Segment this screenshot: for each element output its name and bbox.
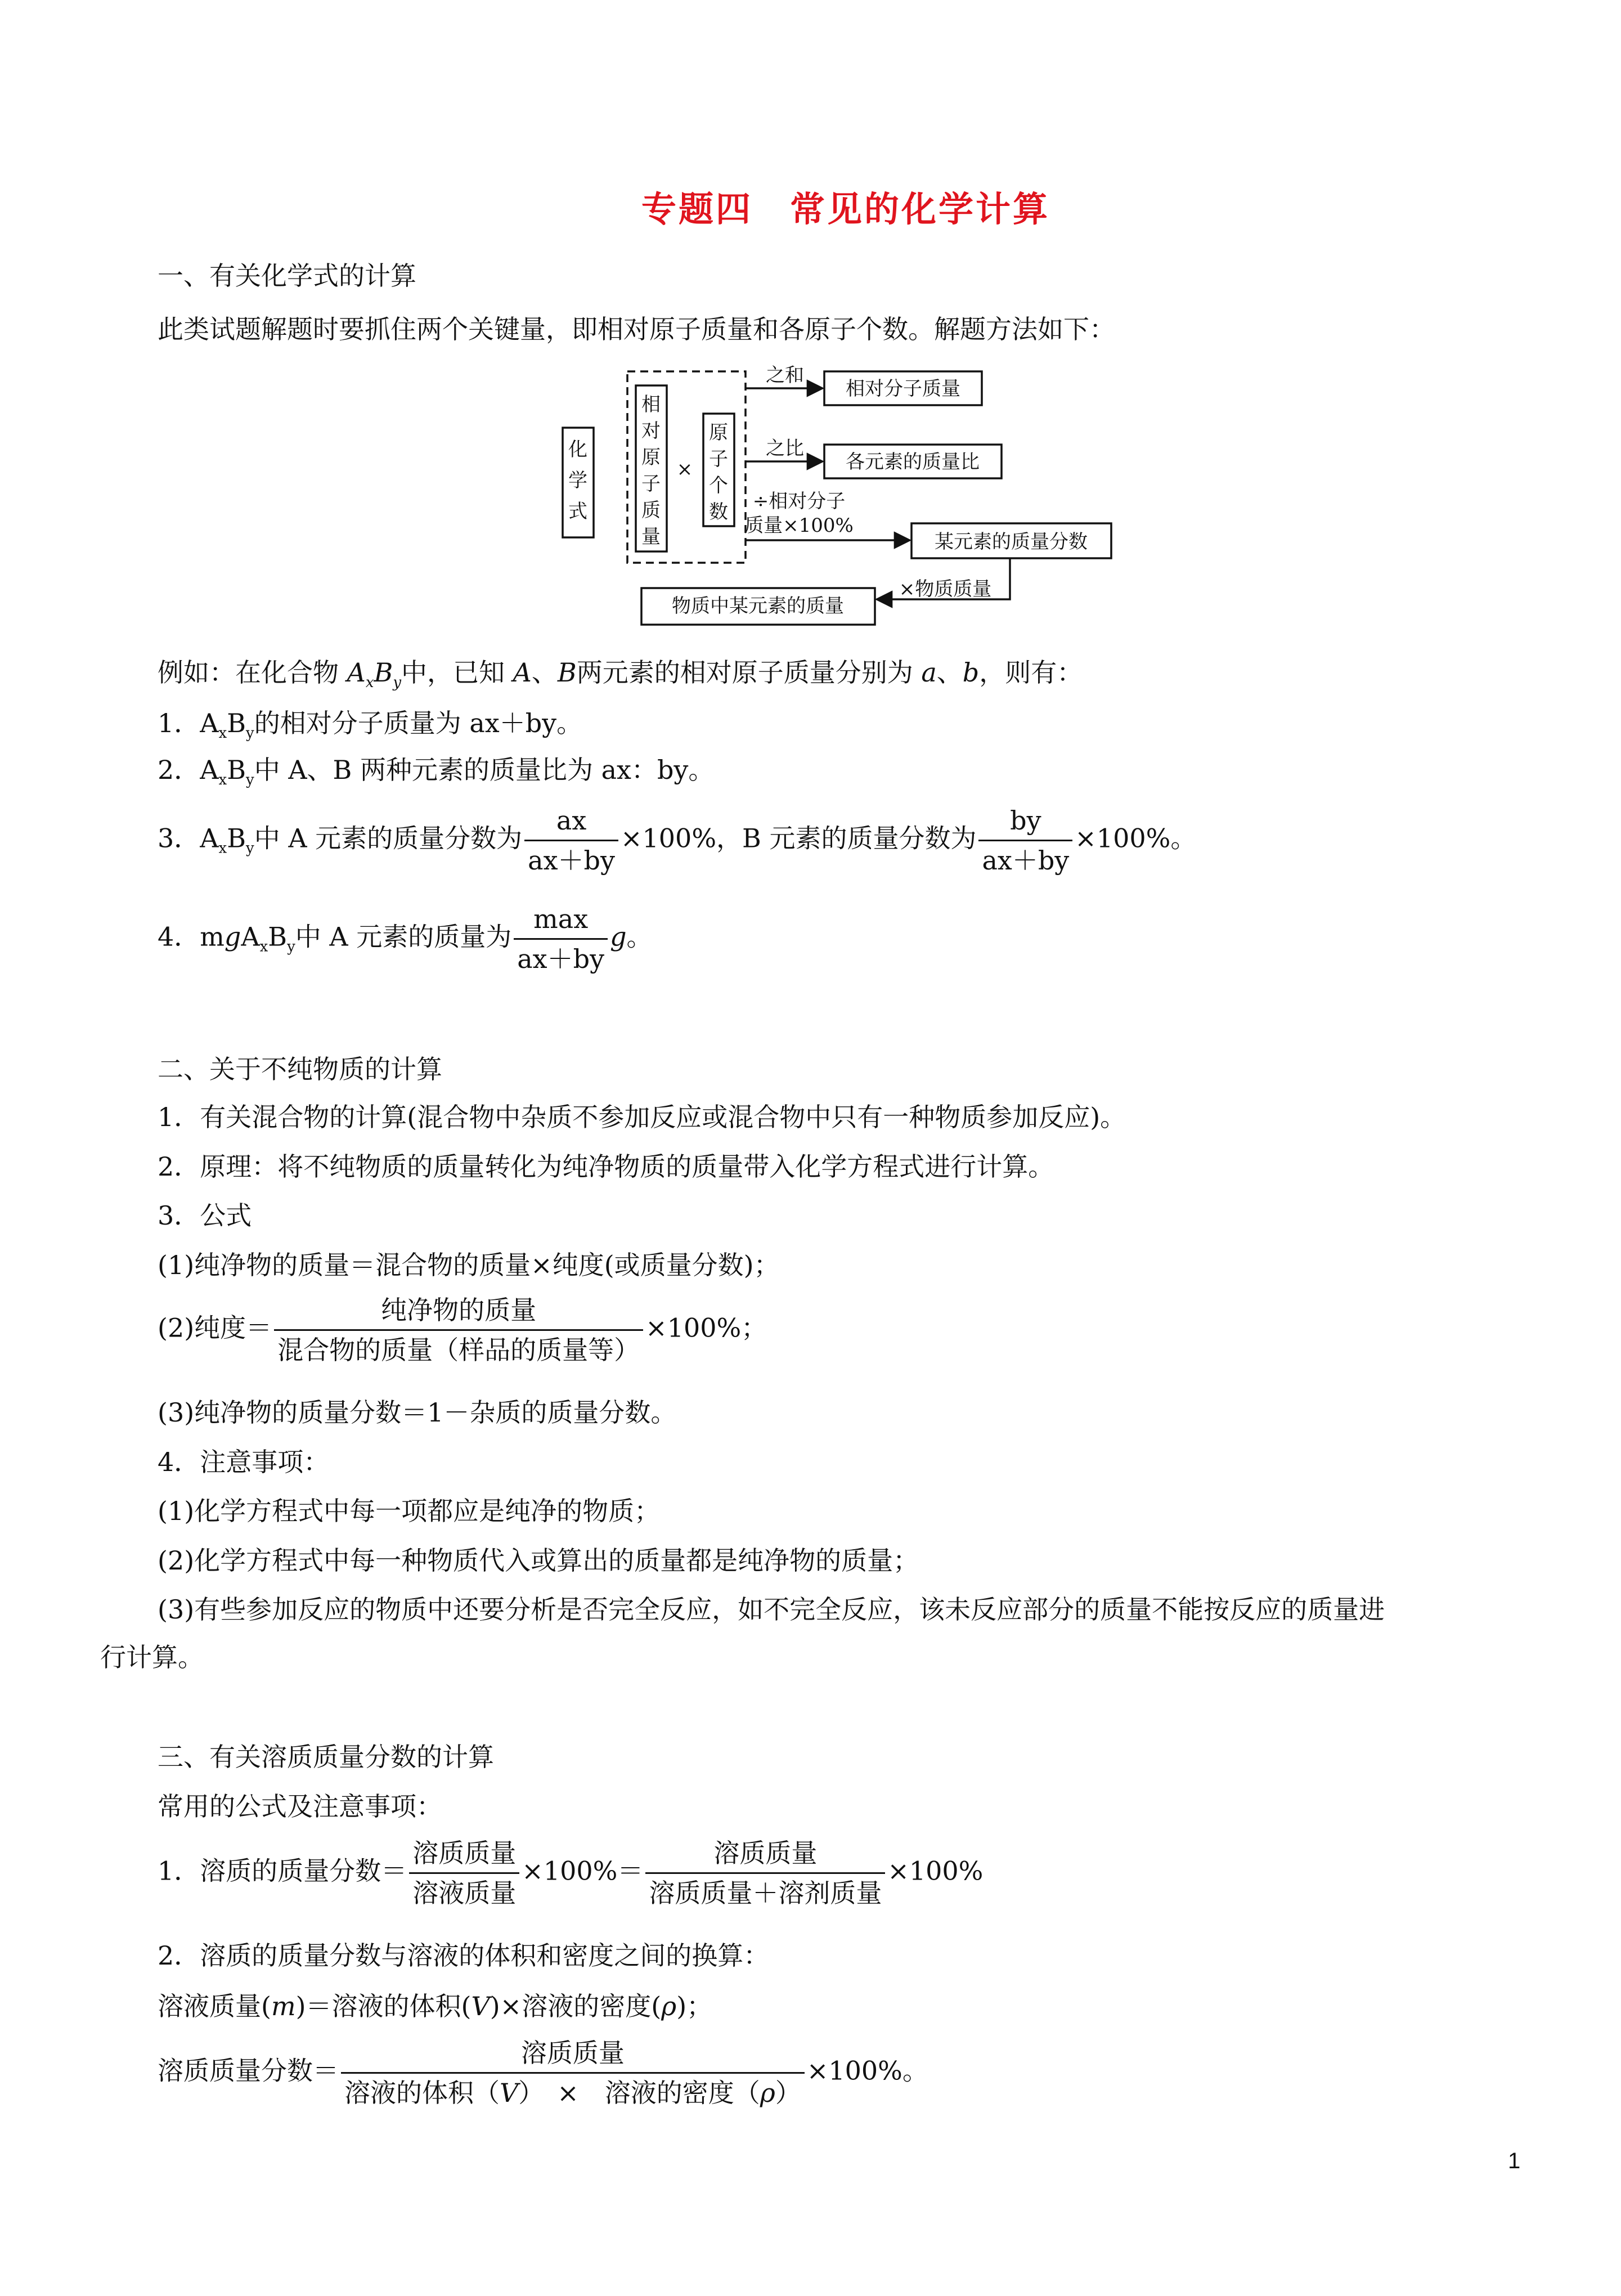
count-char-2: 子	[709, 448, 728, 470]
conversion-heading: 2．溶质的质量分数与溶液的体积和密度之间的换算：	[158, 1940, 770, 1971]
calculation-flow-diagram	[551, 360, 1125, 630]
impure-item-4: 4．注意事项：	[158, 1447, 330, 1477]
rule-3: 3．$A_xB_y$中 A 元素的质量分数为 $\frac{ax}{ax+by}$ ×100%，B 元素的质量分数为 $\frac{by}{ax+by}$ ×100%。	[158, 805, 1197, 876]
count-char-3: 个	[709, 474, 728, 497]
element-mass-label: 物质中某元素的质量	[672, 595, 844, 617]
purity-fraction: $\frac{\text{纯净物的质量}}{\text{混合物的质量（样品的质量等）}}$	[274, 1294, 643, 1366]
solute-density-fraction: $\frac{\text{溶质质量}}{\text{溶液的体积（V） × 溶液的密度（ρ）}}$	[341, 2037, 805, 2109]
note-2: (2)化学方程式中每一种物质代入或算出的质量都是纯净物的质量；	[158, 1545, 919, 1576]
note-3-line-1: (3)有些参加反应的物质中还要分析是否完全反应，如不完全反应，该未反应部分的质量不能按反应的质量进	[158, 1594, 1385, 1625]
formula-char-1: 化	[568, 438, 587, 461]
page-number: 1	[1508, 2149, 1521, 2173]
solute-formula-1: 1．溶质的质量分数＝ $\frac{\text{溶质质量}}{\text{溶液质量}}$ ×100%＝ $\frac{\text{溶质质量}}{\text{溶质质量＋溶剂质量}}$ ×100%	[158, 1838, 984, 1908]
solution-mass-formula: 溶液质量(m)＝溶液的体积(V)×溶液的密度(ρ)；	[158, 1991, 713, 2021]
rel-mass-char-2: 对	[641, 420, 661, 442]
formula-char-3: 式	[568, 500, 587, 523]
impure-item-1: 1．有关混合物的计算(混合物中杂质不参加反应或混合物中只有一种物质参加反应)。	[158, 1102, 1126, 1132]
molecular-mass-label: 相对分子质量	[846, 378, 960, 400]
rel-mass-char-5: 质	[641, 499, 661, 522]
sum-label: 之和	[766, 364, 804, 387]
section-3-intro: 常用的公式及注意事项：	[158, 1791, 442, 1822]
fraction-a: $\frac{ax}{ax+by}$	[524, 805, 618, 876]
note-3-line-2: 行计算。	[100, 1642, 204, 1672]
element-b: B	[374, 657, 393, 688]
mass-fraction-label: 某元素的质量分数	[935, 531, 1088, 553]
section-heading-2: 二、关于不纯物质的计算	[158, 1054, 442, 1084]
page-title: 专题四 常见的化学计算	[641, 189, 1050, 230]
formula-1: (1)纯净物的质量＝混合物的质量×纯度(或质量分数)；	[158, 1250, 780, 1280]
solute-fraction-1: $\frac{\text{溶质质量}}{\text{溶液质量}}$	[409, 1837, 519, 1909]
section-heading-1: 一、有关化学式的计算	[158, 261, 416, 291]
fraction-b: $\frac{by}{ax+by}$	[978, 805, 1072, 876]
rel-mass-char-1: 相	[641, 393, 661, 416]
count-char-1: 原	[709, 421, 728, 444]
count-char-4: 数	[709, 501, 728, 523]
section-heading-3: 三、有关溶质质量分数的计算	[158, 1742, 494, 1772]
rule-4: 4．$mgA_xB_y$中 A 元素的质量为 $\frac{\max}{ax+by}$ g。	[158, 904, 653, 974]
formula-2: (2)纯度＝ $\frac{\text{纯净物的质量}}{\text{混合物的质量（样品的质量等）}}$ ×100%；	[158, 1295, 767, 1365]
rel-mass-char-6: 量	[641, 526, 661, 548]
impure-item-2: 2．原理：将不纯物质的质量转化为纯净物质的质量带入化学方程式进行计算。	[158, 1151, 1054, 1182]
formula-3: (3)纯净物的质量分数＝1－杂质的质量分数。	[158, 1397, 677, 1428]
rel-mass-char-4: 子	[641, 473, 661, 495]
multiply-mass-label: ×物质质量	[899, 578, 992, 600]
example-line: 例如：在化合物 $A_xB_y$中，已知 A、B两元素的相对原子质量分别为 a、b，则有：	[158, 657, 1083, 692]
impure-item-3: 3．公式	[158, 1200, 252, 1231]
times-sign: ×	[676, 458, 693, 481]
fraction-mass: $\frac{\max}{ax+by}$	[514, 903, 608, 975]
divide-label-1: ÷相对分子	[752, 490, 846, 513]
ratio-label: 之比	[766, 437, 804, 460]
note-1: (1)化学方程式中每一项都应是纯净的物质；	[158, 1496, 661, 1526]
mass-ratio-label: 各元素的质量比	[846, 451, 980, 473]
section-1-intro: 此类试题解题时要抓住两个关键量，即相对原子质量和各原子个数。解题方法如下：	[158, 314, 1115, 344]
rule-1: 1．$A_xB_y$的相对分子质量为 ax＋by。	[158, 708, 583, 742]
solute-fraction-2: $\frac{\text{溶质质量}}{\text{溶质质量＋溶剂质量}}$	[645, 1837, 885, 1909]
solute-formula-2: 溶质质量分数＝ $\frac{\text{溶质质量}}{\text{溶液的体积（V） × 溶液的密度（ρ）}}$ ×100%。	[158, 2038, 928, 2108]
divide-label-2: 质量×100%	[744, 514, 854, 537]
rule-2: 2．$A_xB_y$中 A、B 两种元素的质量比为 ax：by。	[158, 755, 715, 789]
formula-char-2: 学	[568, 469, 587, 492]
element-a: A	[347, 657, 366, 688]
rel-mass-char-3: 原	[641, 446, 661, 469]
